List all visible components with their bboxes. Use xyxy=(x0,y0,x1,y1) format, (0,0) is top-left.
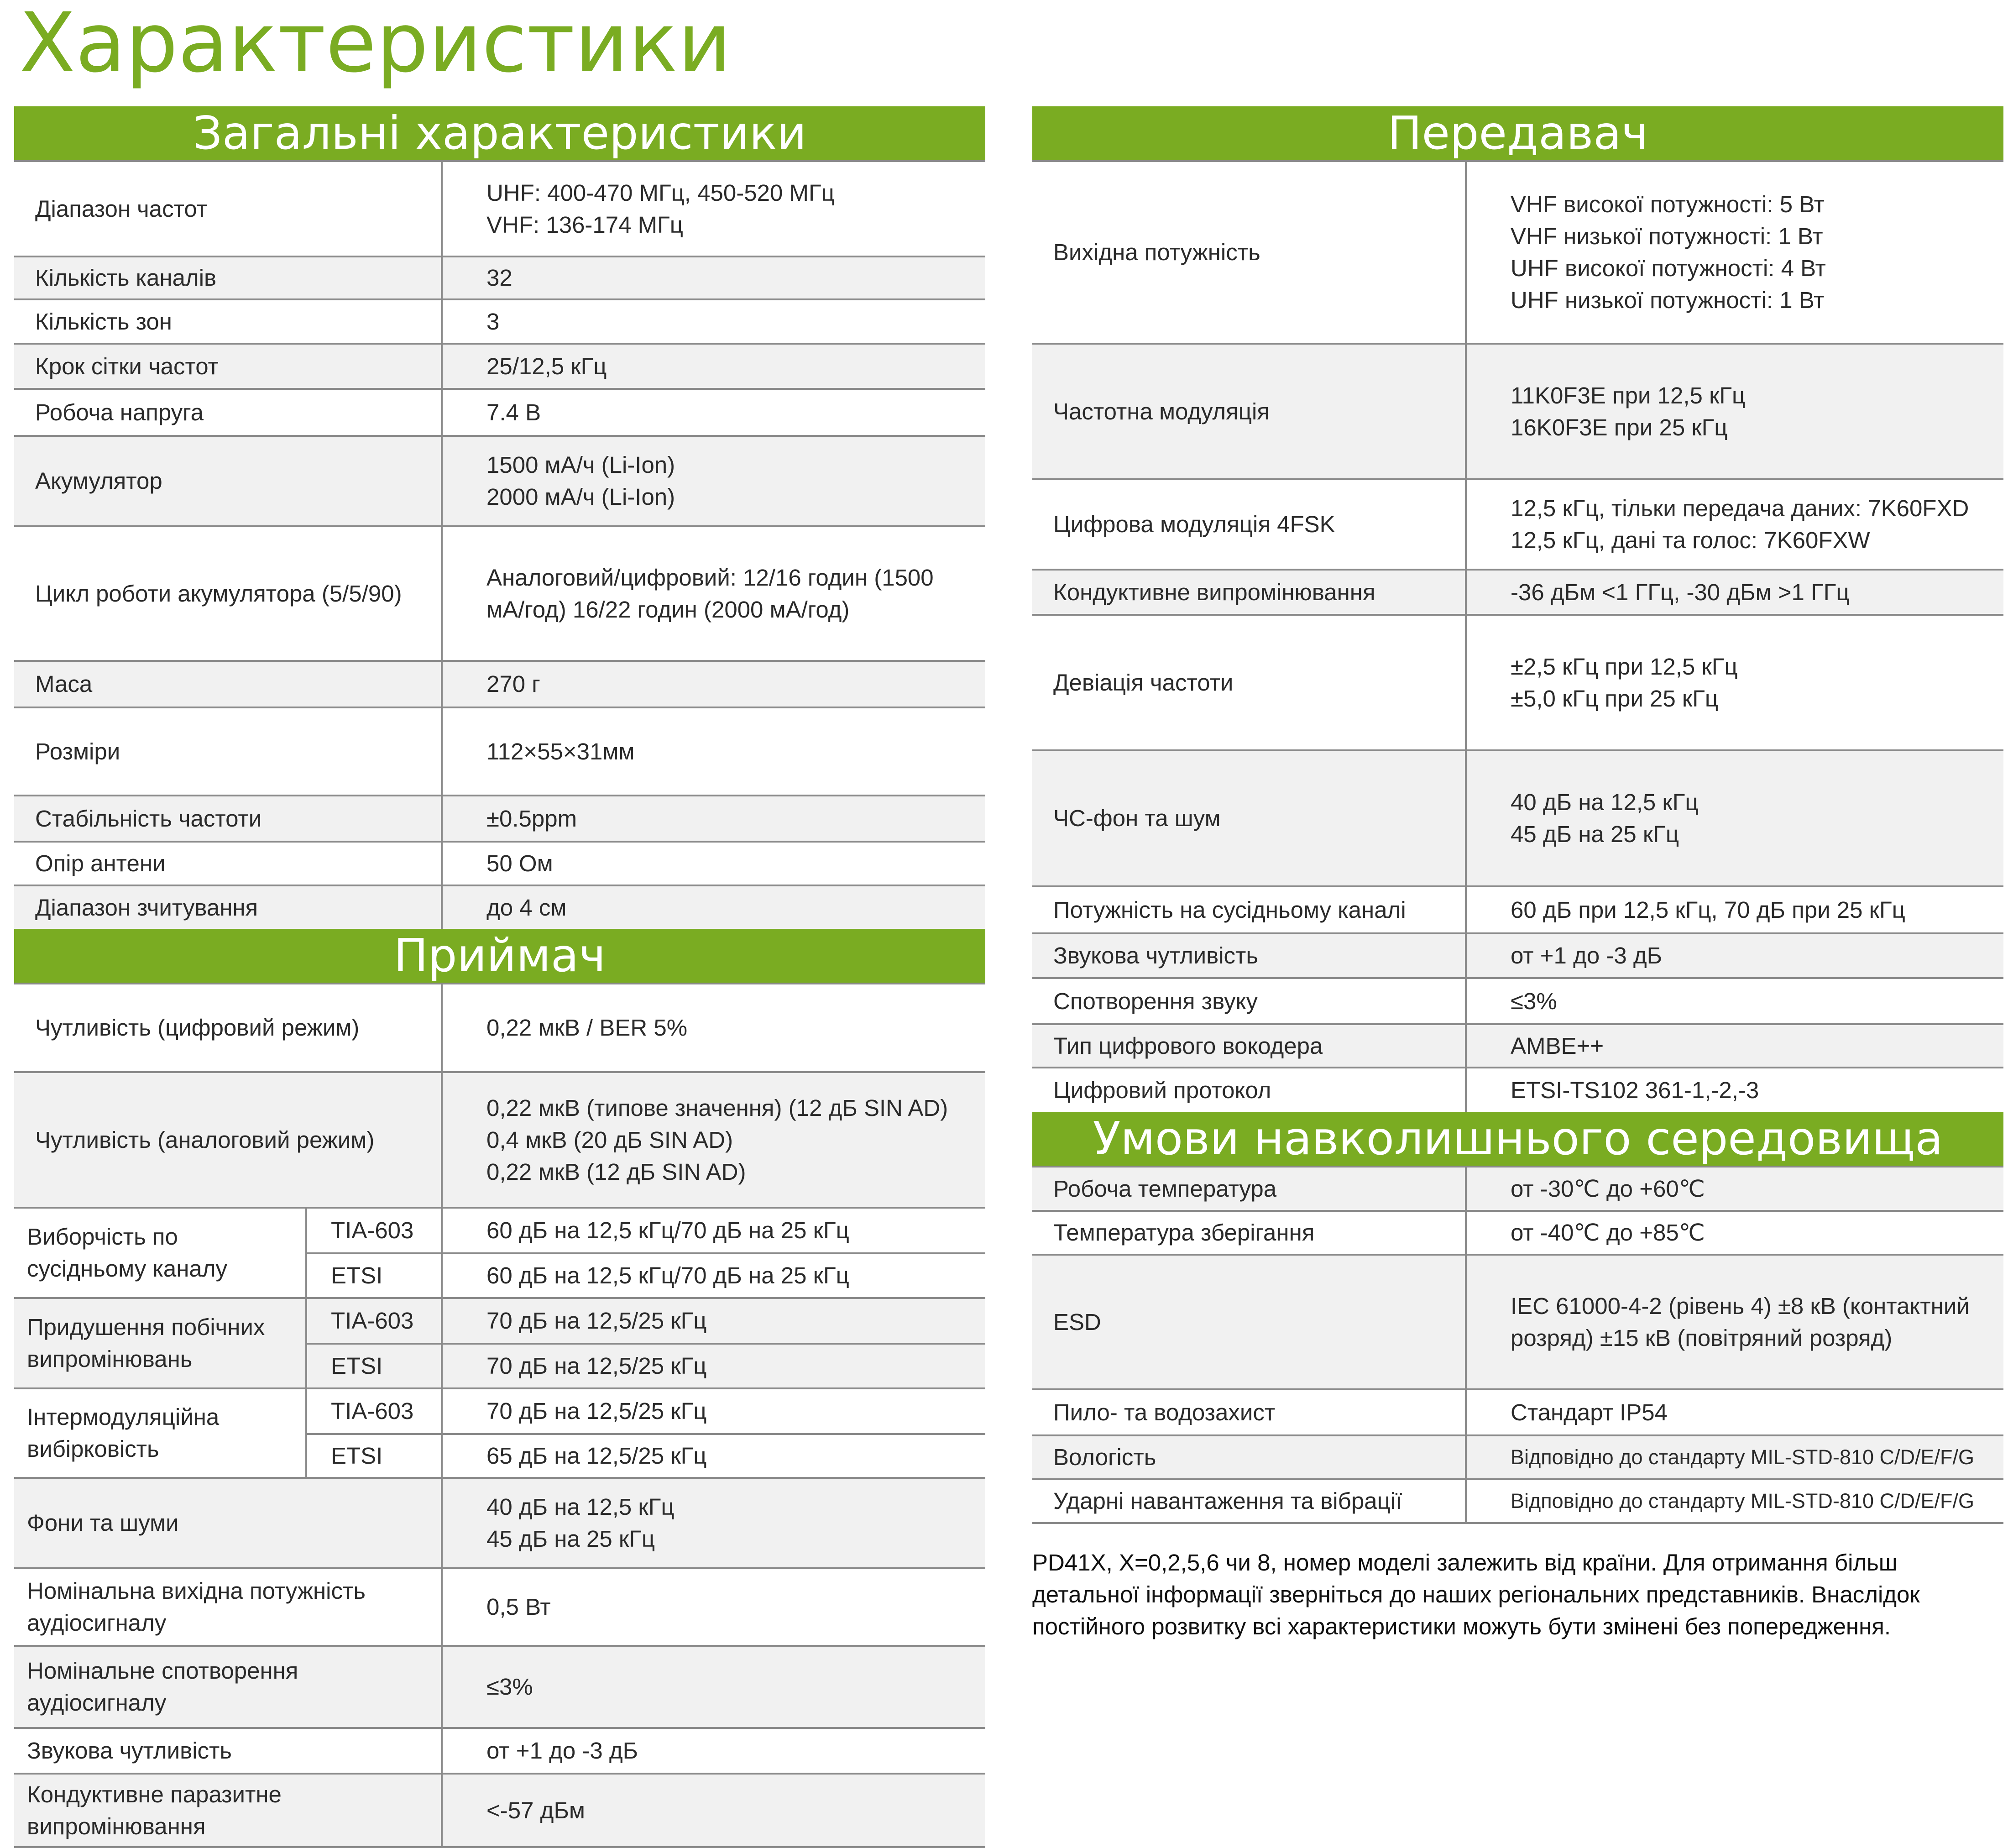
right-column xyxy=(1032,106,2003,1643)
spec-label: Ударні навантаження та вібрації xyxy=(1032,1479,1466,1523)
spec-value-line: 25/12,5 кГц xyxy=(486,353,607,379)
general-spec-table xyxy=(14,160,985,929)
spec-value-line: VHF: 136-174 МГц xyxy=(486,211,683,238)
spec-label: Номінальна вихідна потужність аудіосигналу xyxy=(14,1568,442,1646)
spec-value-line: 60 дБ при 12,5 кГц, 70 дБ при 25 кГц xyxy=(1511,896,1905,923)
spec-value: 70 дБ на 12,5/25 кГц xyxy=(442,1298,985,1344)
spec-label: Спотворення звуку xyxy=(1032,978,1466,1024)
spec-value-line: 0,22 мкВ / BER 5% xyxy=(486,1015,688,1041)
spec-value-line: до 4 см xyxy=(486,894,567,921)
spec-label: ЧС-фон та шум xyxy=(1032,750,1466,886)
spec-value xyxy=(1466,978,2003,1024)
spec-row xyxy=(1032,479,2003,570)
spec-value xyxy=(1466,1167,2003,1211)
spec-value-line: AMBE++ xyxy=(1511,1032,1604,1059)
spec-label: Температура зберігання xyxy=(1032,1211,1466,1255)
spec-label: Придушення побічних випромінювань xyxy=(14,1298,306,1388)
spec-label: Інтермодуляційна вибірковість xyxy=(14,1388,306,1478)
spec-row xyxy=(14,984,985,1072)
spec-label: Чутливість (цифровий режим) xyxy=(14,984,442,1072)
spec-label: Цифровий протокол xyxy=(1032,1068,1466,1112)
spec-label: ESD xyxy=(1032,1255,1466,1389)
spec-row xyxy=(14,389,985,436)
spec-value xyxy=(1466,1479,2003,1523)
spec-label: Акумулятор xyxy=(14,436,442,526)
spec-value xyxy=(442,1568,985,1646)
spec-value-line: 0,22 мкВ (12 дБ SIN AD) xyxy=(486,1158,746,1185)
spec-value xyxy=(442,161,985,257)
spec-label: Кількість каналів xyxy=(14,257,442,299)
spec-label: Девіація частоти xyxy=(1032,615,1466,750)
spec-label: Робоча температура xyxy=(1032,1167,1466,1211)
spec-value-line: 40 дБ на 12,5 кГц xyxy=(486,1494,675,1520)
spec-value-line: ±2,5 кГц при 12,5 кГц xyxy=(1511,653,1738,680)
spec-value xyxy=(442,661,985,707)
spec-row xyxy=(14,796,985,842)
spec-value-line: 16K0F3E при 25 кГц xyxy=(1511,414,1728,440)
spec-label: Робоча напруга xyxy=(14,389,442,436)
spec-value xyxy=(1466,479,2003,570)
spec-value-line: 2000 мА/ч (Li-Ion) xyxy=(486,484,675,510)
spec-value xyxy=(442,707,985,796)
spec-value-line: ±0.5ppm xyxy=(486,805,577,832)
spec-row xyxy=(14,344,985,389)
spec-value-line: Аналоговий/цифровий: 12/16 годин (1500 мА/год) 16/22 годин (2000 мА/год) xyxy=(486,564,934,623)
spec-row xyxy=(1032,1211,2003,1255)
spec-label: Крок сітки частот xyxy=(14,344,442,389)
spec-row xyxy=(1032,750,2003,886)
spec-value xyxy=(1466,570,2003,615)
spec-value-line: Відповідно до стандарту MIL-STD-810 C/D/E/F/G xyxy=(1511,1489,1974,1513)
spec-value-line: 0,4 мкВ (20 дБ SIN AD) xyxy=(486,1126,733,1153)
spec-row xyxy=(14,707,985,796)
spec-value xyxy=(442,842,985,885)
spec-label: Діапазон частот xyxy=(14,161,442,257)
spec-subrow xyxy=(14,1388,985,1434)
spec-label: Кількість зон xyxy=(14,299,442,344)
spec-label: Розміри xyxy=(14,707,442,796)
spec-value-line: 45 дБ на 25 кГц xyxy=(486,1526,655,1552)
section-heading-receiver: Приймач xyxy=(14,929,985,983)
spec-standard: TIA-603 xyxy=(306,1208,442,1253)
spec-standard: ETSI xyxy=(306,1344,442,1388)
spec-value xyxy=(442,1072,985,1208)
spec-value-line: 1500 мА/ч (Li-Ion) xyxy=(486,452,675,478)
spec-value-line: -36 дБм <1 ГГц, -30 дБм >1 ГГц xyxy=(1511,579,1850,605)
spec-label: Частотна модуляція xyxy=(1032,344,1466,479)
spec-value xyxy=(1466,1389,2003,1435)
spec-value: 65 дБ на 12,5/25 кГц xyxy=(442,1434,985,1478)
spec-value xyxy=(442,796,985,842)
spec-value xyxy=(1466,1024,2003,1068)
spec-row xyxy=(14,661,985,707)
spec-row xyxy=(14,161,985,257)
spec-value xyxy=(1466,886,2003,933)
spec-standard: ETSI xyxy=(306,1434,442,1478)
spec-value xyxy=(1466,344,2003,479)
spec-row xyxy=(14,1774,985,1847)
spec-row xyxy=(14,1568,985,1646)
spec-value xyxy=(442,344,985,389)
spec-value xyxy=(1466,1068,2003,1112)
spec-label: Стабільність частоти xyxy=(14,796,442,842)
spec-row xyxy=(1032,1068,2003,1112)
spec-row xyxy=(14,1478,985,1568)
spec-label: Діапазон зчитування xyxy=(14,885,442,929)
spec-value xyxy=(442,1478,985,1568)
spec-value-line: ≤3% xyxy=(1511,988,1557,1014)
spec-value xyxy=(442,1646,985,1728)
spec-value xyxy=(1466,750,2003,886)
spec-value-line: ≤3% xyxy=(486,1674,533,1700)
spec-row xyxy=(1032,978,2003,1024)
spec-value-line: VHF високої потужності: 5 Вт xyxy=(1511,191,1825,217)
spec-row xyxy=(14,1646,985,1728)
spec-value xyxy=(442,389,985,436)
spec-value-line: 3 xyxy=(486,308,500,335)
spec-value-line: 45 дБ на 25 кГц xyxy=(1511,821,1679,847)
spec-row xyxy=(14,436,985,526)
spec-value-line: от -40℃ до +85℃ xyxy=(1511,1220,1705,1246)
spec-value-line: UHF низької потужності: 1 Вт xyxy=(1511,287,1825,313)
spec-row xyxy=(1032,161,2003,344)
spec-value xyxy=(1466,1211,2003,1255)
spec-value-line: VHF низької потужності: 1 Вт xyxy=(1511,223,1823,249)
spec-row xyxy=(1032,344,2003,479)
spec-label: Пило- та водозахист xyxy=(1032,1389,1466,1435)
spec-standard: TIA-603 xyxy=(306,1388,442,1434)
spec-label: Звукова чутливість xyxy=(14,1728,442,1774)
spec-row xyxy=(14,1728,985,1774)
spec-value xyxy=(442,984,985,1072)
spec-value-line: 11K0F3E при 12,5 кГц xyxy=(1511,382,1746,408)
spec-subrow xyxy=(14,1298,985,1344)
spec-row xyxy=(1032,886,2003,933)
spec-row xyxy=(1032,1435,2003,1479)
spec-value-line: 32 xyxy=(486,265,512,291)
spec-label: Кондуктивне випромінювання xyxy=(1032,570,1466,615)
spec-value xyxy=(442,1728,985,1774)
spec-value xyxy=(1466,1255,2003,1389)
spec-row xyxy=(14,257,985,299)
spec-value xyxy=(442,1774,985,1847)
spec-value-line: IEC 61000-4-2 (рівень 4) ±8 кВ (контактний розряд) ±15 кВ (повітряний розряд) xyxy=(1511,1293,1970,1351)
spec-row xyxy=(1032,1167,2003,1211)
spec-row xyxy=(14,842,985,885)
spec-row xyxy=(1032,615,2003,750)
spec-label: Опір антени xyxy=(14,842,442,885)
spec-value-line: Стандарт IP54 xyxy=(1511,1399,1668,1425)
spec-value xyxy=(1466,615,2003,750)
spec-label: Цифрова модуляція 4FSK xyxy=(1032,479,1466,570)
transmitter-spec-table xyxy=(1032,160,2003,1112)
spec-value-line: ±5,0 кГц при 25 кГц xyxy=(1511,685,1719,712)
spec-value xyxy=(442,885,985,929)
spec-value: 60 дБ на 12,5 кГц/70 дБ на 25 кГц xyxy=(442,1253,985,1298)
spec-label: Маса xyxy=(14,661,442,707)
environment-spec-table xyxy=(1032,1166,2003,1524)
spec-value xyxy=(1466,933,2003,978)
spec-row xyxy=(14,299,985,344)
receiver-spec-table xyxy=(14,983,985,1848)
spec-value-line: 12,5 кГц, тільки передача даних: 7K60FXD xyxy=(1511,495,1969,521)
spec-value-line: Відповідно до стандарту MIL-STD-810 C/D/E/F/G xyxy=(1511,1445,1974,1469)
spec-label: Вихідна потужність xyxy=(1032,161,1466,344)
spec-row xyxy=(1032,933,2003,978)
spec-value xyxy=(442,526,985,661)
spec-value-line: UHF високої потужності: 4 Вт xyxy=(1511,255,1826,281)
spec-value-line: UHF: 400-470 МГц, 450-520 МГц xyxy=(486,179,835,206)
section-heading-environment: Умови навколишнього середовища xyxy=(1032,1112,2003,1166)
spec-row xyxy=(1032,1024,2003,1068)
spec-value: 70 дБ на 12,5/25 кГц xyxy=(442,1344,985,1388)
spec-label: Тип цифрового вокодера xyxy=(1032,1024,1466,1068)
footnote: PD41X, X=0,2,5,6 чи 8, номер моделі залежить від країни. Для отримання більш детальної інформації зверніться до наших регіональних представників. Внаслідок постійного розвитку всі характеристики можуть бути змінені без попередження. xyxy=(1032,1550,1920,1639)
spec-label: Фони та шуми xyxy=(14,1478,442,1568)
spec-value-line: 40 дБ на 12,5 кГц xyxy=(1511,789,1699,815)
page-title: Характеристики xyxy=(19,0,732,91)
spec-label: Виборчість по сусідньому каналу xyxy=(14,1208,306,1298)
spec-value xyxy=(442,436,985,526)
spec-value: 60 дБ на 12,5 кГц/70 дБ на 25 кГц xyxy=(442,1208,985,1253)
spec-value-line: от +1 до -3 дБ xyxy=(1511,942,1663,968)
left-column xyxy=(14,106,985,1848)
spec-value xyxy=(442,257,985,299)
spec-label: Номінальне спотворення аудіосигналу xyxy=(14,1646,442,1728)
spec-row xyxy=(14,885,985,929)
spec-label: Потужність на сусідньому каналі xyxy=(1032,886,1466,933)
spec-value-line: <-57 дБм xyxy=(486,1797,585,1823)
spec-value-line: 0,5 Вт xyxy=(486,1594,551,1620)
spec-label: Цикл роботи акумулятора (5/5/90) xyxy=(14,526,442,661)
spec-subrow xyxy=(14,1208,985,1253)
spec-value-line: 112×55×31мм xyxy=(486,738,635,764)
spec-value xyxy=(442,299,985,344)
spec-value-line: от +1 до -3 дБ xyxy=(486,1738,638,1764)
spec-value-line: 270 г xyxy=(486,671,540,697)
spec-value xyxy=(1466,1435,2003,1479)
spec-row xyxy=(14,526,985,661)
spec-row xyxy=(1032,1389,2003,1435)
section-heading-transmitter: Передавач xyxy=(1032,106,2003,160)
spec-label: Чутливість (аналоговий режим) xyxy=(14,1072,442,1208)
spec-row xyxy=(1032,1479,2003,1523)
spec-value-line: 50 Ом xyxy=(486,850,553,876)
spec-value-line: 7.4 В xyxy=(486,399,541,425)
spec-label: Звукова чутливість xyxy=(1032,933,1466,978)
spec-value xyxy=(1466,161,2003,344)
spec-value-line: 0,22 мкВ (типове значення) (12 дБ SIN AD) xyxy=(486,1094,948,1121)
spec-standard: TIA-603 xyxy=(306,1298,442,1344)
spec-value: 70 дБ на 12,5/25 кГц xyxy=(442,1388,985,1434)
spec-row xyxy=(1032,570,2003,615)
section-heading-general: Загальні характеристики xyxy=(14,106,985,160)
spec-label: Вологість xyxy=(1032,1435,1466,1479)
spec-value-line: ETSI-TS102 361-1,-2,-3 xyxy=(1511,1077,1759,1103)
spec-value-line: от -30℃ до +60℃ xyxy=(1511,1175,1705,1202)
spec-row xyxy=(1032,1255,2003,1389)
spec-label: Кондуктивне паразитне випромінювання xyxy=(14,1774,442,1847)
spec-row xyxy=(14,1072,985,1208)
spec-value-line: 12,5 кГц, дані та голос: 7K60FXW xyxy=(1511,527,1870,553)
spec-standard: ETSI xyxy=(306,1253,442,1298)
